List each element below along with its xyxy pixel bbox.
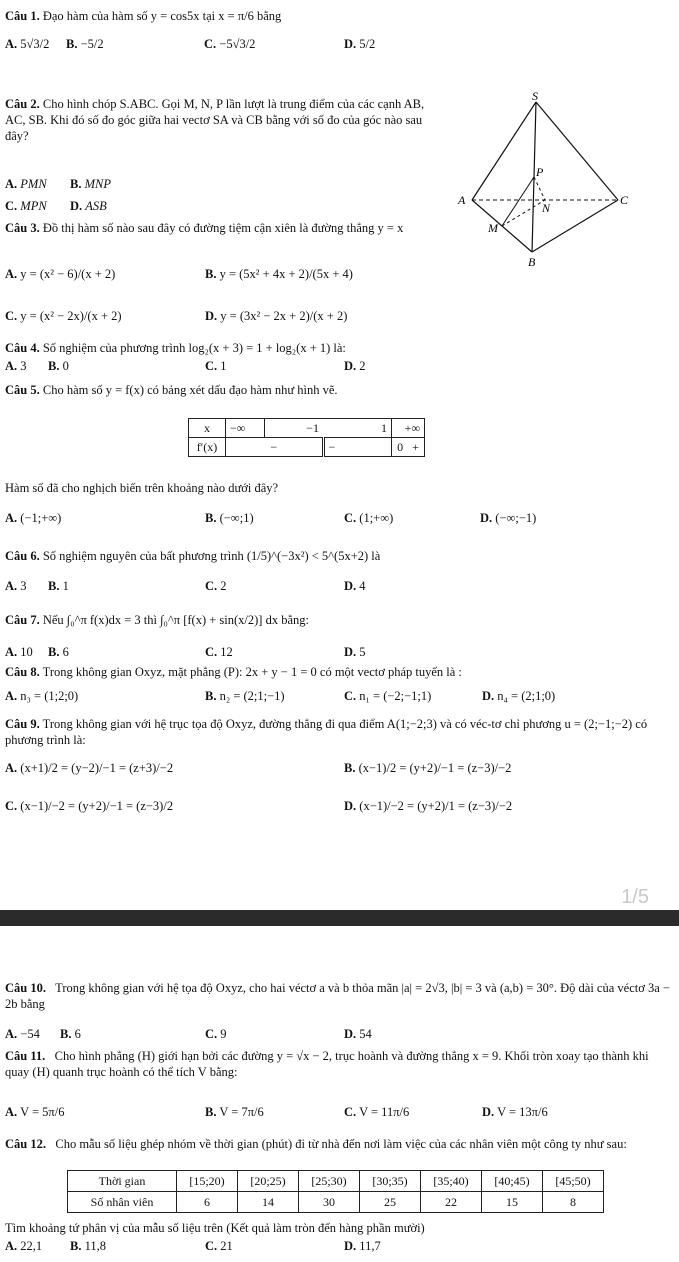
question-label: Câu 4. bbox=[5, 341, 40, 355]
option-b[interactable]: B. 0 bbox=[48, 359, 69, 373]
option-c[interactable]: C. (1;+∞) bbox=[344, 511, 394, 525]
option-b[interactable]: B. (x−1)/2 = (y+2)/−1 = (z−3)/−2 bbox=[344, 761, 512, 775]
frequency-table bbox=[67, 1170, 604, 1213]
option-a[interactable]: A. 5√3/2 bbox=[5, 37, 50, 51]
option-a[interactable]: A. n₃ = (1;2;0) bbox=[5, 689, 79, 703]
option-a[interactable]: A. 10 bbox=[5, 645, 33, 659]
question-text: Đạo hàm của hàm số y = cos5x tại x = π/6 bằng bbox=[42, 9, 282, 23]
option-d[interactable]: D. 4 bbox=[344, 579, 366, 593]
option-b[interactable]: B. 11,8 bbox=[70, 1239, 107, 1253]
question-2 bbox=[5, 96, 445, 144]
option-b[interactable]: B. (−∞;1) bbox=[205, 511, 254, 525]
table-row: Thời gian [15;20) [20;25) [25;30) [30;35) [35;40) [40;45) [45;50) bbox=[68, 1171, 604, 1192]
option-a[interactable]: A. 3 bbox=[5, 359, 27, 373]
option-d[interactable]: D. ASB bbox=[70, 199, 107, 213]
option-c[interactable]: C. 2 bbox=[205, 579, 227, 593]
question-text: Cho hàm số y = f(x) có bảng xét dấu đạo hàm như hình vẽ. bbox=[42, 383, 338, 397]
option-a[interactable]: A. V = 5π/6 bbox=[5, 1105, 65, 1119]
option-b[interactable]: B. 6 bbox=[48, 645, 69, 659]
question-1 bbox=[5, 8, 673, 24]
question-5-prompt: Hàm số đã cho nghịch biến trên khoảng nào dưới đây? bbox=[5, 481, 279, 495]
option-d[interactable]: D. V = 13π/6 bbox=[482, 1105, 548, 1119]
question-label: Câu 12. bbox=[5, 1137, 46, 1151]
vertex-c-label: C bbox=[620, 193, 628, 207]
option-c[interactable]: C. V = 11π/6 bbox=[344, 1105, 410, 1119]
option-c[interactable]: C. MPN bbox=[5, 199, 47, 213]
question-9 bbox=[5, 716, 673, 748]
table-row: Số nhân viên 6 14 30 25 22 15 8 bbox=[68, 1192, 604, 1213]
question-label: Câu 11. bbox=[5, 1049, 46, 1063]
option-d[interactable]: D. 2 bbox=[344, 359, 366, 373]
question-label: Câu 5. bbox=[5, 383, 40, 397]
option-a[interactable]: A. y = (x² − 6)/(x + 2) bbox=[5, 267, 116, 281]
question-12 bbox=[5, 1136, 673, 1152]
option-a[interactable]: A. (x+1)/2 = (y−2)/−1 = (z+3)/−2 bbox=[5, 761, 174, 775]
question-label: Câu 7. bbox=[5, 613, 40, 627]
option-c[interactable]: C. y = (x² − 2x)/(x + 2) bbox=[5, 309, 122, 323]
question-text: Cho hình phẳng (H) giới hạn bởi các đường y = √x − 2, trục hoành và đường thẳng x = 9. Khối tròn xoay tạo thành khi quay (H) quanh trục hoành có thể tích V bằng: bbox=[5, 1049, 649, 1079]
question-label: Câu 9. bbox=[5, 717, 40, 731]
option-d[interactable]: D. n₄ = (2;1;0) bbox=[482, 689, 556, 703]
option-a[interactable]: A. 22,1 bbox=[5, 1239, 43, 1253]
option-a[interactable]: A. 3 bbox=[5, 579, 27, 593]
question-12-prompt: Tìm khoảng tứ phân vị của mẫu số liệu trên (Kết quả làm tròn đến hàng phần mười) bbox=[5, 1221, 425, 1235]
option-b[interactable]: B. y = (5x² + 4x + 2)/(5x + 4) bbox=[205, 267, 353, 281]
option-c[interactable]: C. 9 bbox=[205, 1027, 227, 1041]
question-6 bbox=[5, 548, 673, 564]
question-label: Câu 2. bbox=[5, 97, 40, 111]
option-c[interactable]: C. n₁ = (−2;−1;1) bbox=[344, 689, 432, 703]
option-d[interactable]: D. (x−1)/−2 = (y+2)/1 = (z−3)/−2 bbox=[344, 799, 513, 813]
option-a[interactable]: A. PMN bbox=[5, 177, 47, 191]
question-label: Câu 6. bbox=[5, 549, 40, 563]
option-d[interactable]: D. (−∞;−1) bbox=[480, 511, 537, 525]
pyramid-figure bbox=[448, 90, 628, 270]
option-b[interactable]: B. MNP bbox=[70, 177, 111, 191]
vertex-n-label: N bbox=[542, 201, 551, 215]
option-d[interactable]: D. 5/2 bbox=[344, 37, 376, 51]
option-d[interactable]: D. 5 bbox=[344, 645, 366, 659]
question-7 bbox=[5, 612, 673, 628]
question-text: Trong không gian Oxyz, mặt phẳng (P): 2x + y − 1 = 0 có một vectơ pháp tuyến là : bbox=[42, 665, 462, 679]
vertex-m-label: M bbox=[488, 221, 498, 235]
option-c[interactable]: C. −5√3/2 bbox=[204, 37, 256, 51]
page-separator bbox=[0, 910, 679, 926]
question-label: Câu 10. bbox=[5, 981, 46, 995]
question-text: Trong không gian với hệ trục tọa độ Oxyz, đường thẳng đi qua điểm A(1;−2;3) và có véc-tơ chỉ phương u = (2;−1;−2) có phương trình là: bbox=[5, 717, 648, 747]
option-b[interactable]: B. 6 bbox=[60, 1027, 81, 1041]
question-text: Số nghiệm nguyên của bất phương trình (1/5)^(−3x²) < 5^(5x+2) là bbox=[42, 549, 381, 563]
sign-table: x −∞ −1 1 +∞ f′(x) − − 0 + bbox=[188, 418, 425, 457]
question-8 bbox=[5, 664, 673, 680]
question-text: Cho mẫu số liệu ghép nhóm về thời gian (phút) đi từ nhà đến nơi làm việc của các nhân viên một công ty như sau: bbox=[55, 1137, 627, 1151]
option-d[interactable]: D. 54 bbox=[344, 1027, 372, 1041]
option-b[interactable]: B. 1 bbox=[48, 579, 69, 593]
page-number: 1/5 bbox=[621, 886, 649, 908]
option-b[interactable]: B. −5/2 bbox=[66, 37, 104, 51]
vertex-s-label: S bbox=[532, 90, 538, 103]
option-d[interactable]: D. y = (3x² − 2x + 2)/(x + 2) bbox=[205, 309, 348, 323]
option-b[interactable]: B. V = 7π/6 bbox=[205, 1105, 264, 1119]
option-b[interactable]: B. n₂ = (2;1;−1) bbox=[205, 689, 285, 703]
question-text: Nếu ∫₀^π f(x)dx = 3 thì ∫₀^π [f(x) + sin(x/2)] dx bằng: bbox=[42, 613, 309, 627]
option-c[interactable]: C. 21 bbox=[205, 1239, 233, 1253]
question-3 bbox=[5, 220, 445, 236]
question-11 bbox=[5, 1048, 673, 1080]
question-10 bbox=[5, 980, 673, 1012]
option-a[interactable]: A. −54 bbox=[5, 1027, 40, 1041]
question-label: Câu 8. bbox=[5, 665, 40, 679]
option-c[interactable]: C. 12 bbox=[205, 645, 233, 659]
question-text: Trong không gian với hệ tọa độ Oxyz, cho hai véctơ a và b thỏa mãn |a| = 2√3, |b| = 3 và (a,b) = 30°. Độ dài của véctơ 3a − 2b bằng bbox=[5, 981, 670, 1011]
question-5 bbox=[5, 382, 673, 398]
option-a[interactable]: A. (−1;+∞) bbox=[5, 511, 62, 525]
question-text: Số nghiệm của phương trình log₂(x + 3) = 1 + log₂(x + 1) là: bbox=[42, 341, 346, 355]
vertex-b-label: B bbox=[528, 255, 536, 269]
question-text: Cho hình chóp S.ABC. Gọi M, N, P lần lượt là trung điểm của các cạnh AB, AC, SB. Khi đó số đo góc giữa hai vectơ SA và CB bằng với số đo của góc nào sau đây? bbox=[5, 97, 425, 143]
question-4 bbox=[5, 340, 673, 356]
question-label: Câu 1. bbox=[5, 9, 40, 23]
option-c[interactable]: C. (x−1)/−2 = (y+2)/−1 = (z−3)/2 bbox=[5, 799, 174, 813]
question-label: Câu 3. bbox=[5, 221, 40, 235]
vertex-a-label: A bbox=[458, 193, 466, 207]
option-d[interactable]: D. 11,7 bbox=[344, 1239, 381, 1253]
option-c[interactable]: C. 1 bbox=[205, 359, 227, 373]
question-text: Đồ thị hàm số nào sau đây có đường tiệm cận xiên là đường thẳng y = x bbox=[42, 221, 404, 235]
vertex-p-label: P bbox=[536, 165, 544, 179]
